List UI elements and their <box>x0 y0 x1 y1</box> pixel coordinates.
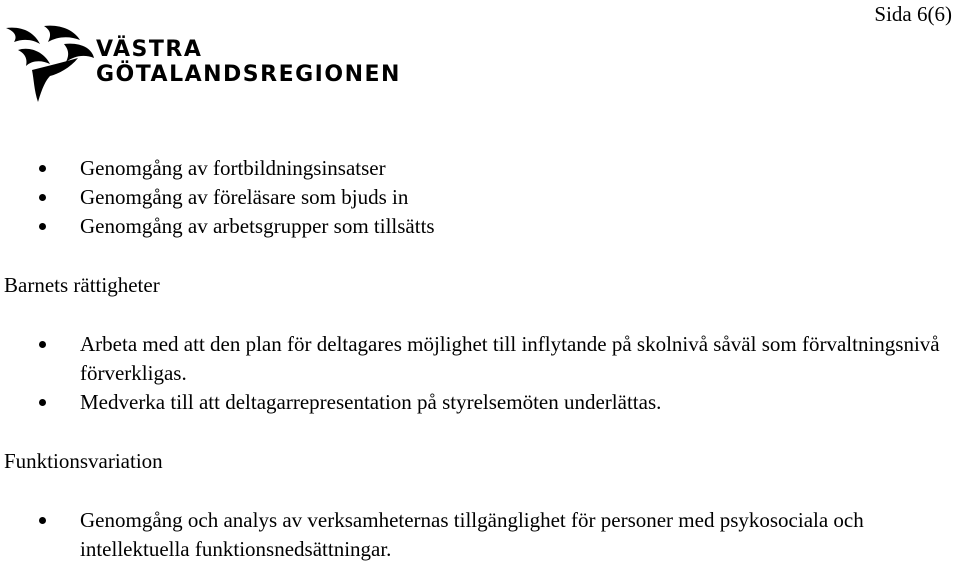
bullet-icon <box>39 223 46 230</box>
list-item-text: Genomgång av arbetsgrupper som tillsätts <box>80 214 435 238</box>
list-item <box>0 330 950 388</box>
list-item <box>0 388 950 417</box>
page-number: Sida 6(6) <box>874 2 952 26</box>
list-item-text: Genomgång av föreläsare som bjuds in <box>80 185 409 209</box>
logo-text-gotalandsregionen: GÖTALANDSREGIONEN <box>96 62 401 87</box>
list-item <box>0 212 950 241</box>
list-item-text: Medverka till att deltagarrepresentation på styrelsemöten underlättas. <box>80 390 662 414</box>
list-item-text: Arbeta med att den plan för deltagares möjlighet till inflytande på skolnivå såväl som förvaltningsnivå förverkligas. <box>80 332 940 385</box>
section-heading-rights: Barnets rättigheter <box>4 273 160 297</box>
bullet-icon <box>39 341 46 348</box>
bullet-icon <box>39 194 46 201</box>
list-item-text: Genomgång och analys av verksamheternas tillgänglighet för personer med psykosociala och intellektuella funktionsnedsättningar. <box>80 508 864 561</box>
list-item <box>0 506 950 564</box>
rights-bullet-list <box>0 330 950 417</box>
bullet-icon <box>39 165 46 172</box>
section-heading-disability: Funktionsvariation <box>4 449 163 473</box>
bullet-icon <box>39 517 46 524</box>
bullet-icon <box>39 399 46 406</box>
list-item <box>0 154 950 183</box>
disability-bullet-list <box>0 506 950 564</box>
intro-bullet-list <box>0 154 950 241</box>
logo-text-vastra: VÄSTRA <box>96 37 203 62</box>
list-item <box>0 183 950 212</box>
list-item-text: Genomgång av fortbildningsinsatser <box>80 156 386 180</box>
